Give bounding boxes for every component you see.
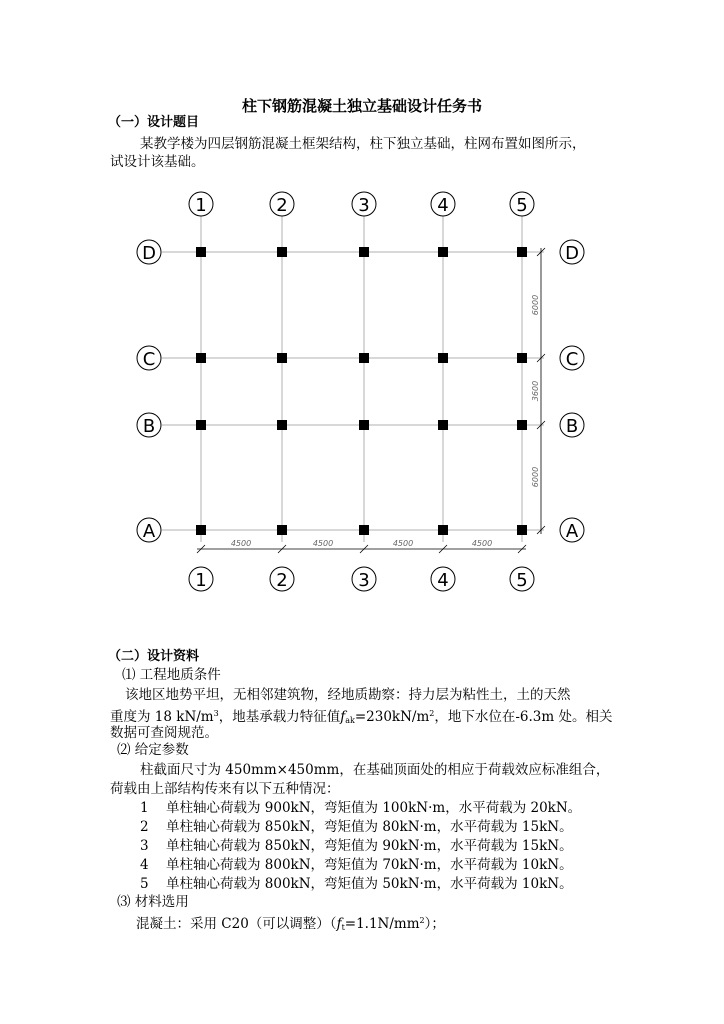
concrete-line: 混凝土：采用 C20（可以调整）$(f_t=1.1N/mm^2)$； [136, 916, 445, 932]
axis-label-bottom-5: 5 [516, 570, 528, 591]
axis-label-right-d: D [565, 243, 579, 264]
axis-label-right-b: B [565, 416, 579, 437]
axis-label-top-4: 4 [437, 195, 449, 216]
geo-line1: 该地区地势平坦，无相邻建筑物，经地质勘察：持力层为粘性土，土的天然 [125, 687, 571, 703]
load-case-1: 1 单柱轴心荷载为 900kN，弯矩值为 100kN·m，水平荷载为 20kN。 [140, 800, 582, 816]
column-d2 [277, 247, 287, 257]
column-a2 [277, 525, 287, 535]
column-grid-plan [0, 180, 724, 600]
dim-row-d-c: 6000 [531, 294, 540, 316]
axis-label-left-d: D [142, 243, 156, 264]
column-b4 [438, 420, 448, 430]
load-case-5: 5 单柱轴心荷载为 800kN，弯矩值为 50kN·m，水平荷载为 10kN。 [140, 876, 573, 892]
column-b3 [359, 420, 369, 430]
axis-label-bottom-3: 3 [358, 570, 370, 591]
axis-label-top-1: 1 [195, 195, 207, 216]
section1-text-line2: 试设计该基础。 [110, 154, 205, 170]
column-d4 [438, 247, 448, 257]
geo-heading: ⑴ 工程地质条件 [122, 667, 221, 683]
axis-label-left-c: C [142, 349, 156, 370]
column-d5 [517, 247, 527, 257]
axis-label-left-a: A [142, 521, 156, 542]
column-c5 [517, 353, 527, 363]
axis-label-right-c: C [565, 349, 579, 370]
document-title: 柱下钢筋混凝土独立基础设计任务书 [241, 97, 482, 115]
load-case-4: 4 单柱轴心荷载为 800kN，弯矩值为 70kN·m，水平荷载为 10kN。 [140, 857, 573, 873]
load-case-3: 3 单柱轴心荷载为 850kN，弯矩值为 90kN·m，水平荷载为 15kN。 [140, 838, 573, 854]
dim-col-1-2: 4500 [230, 539, 252, 548]
params-heading: ⑵ 给定参数 [117, 742, 189, 758]
section1-heading: （一）设计题目 [108, 115, 200, 130]
axis-label-bottom-2: 2 [276, 570, 288, 591]
load-case-2: 2 单柱轴心荷载为 850kN，弯矩值为 80kN·m，水平荷载为 15kN。 [140, 819, 573, 835]
axis-label-left-b: B [142, 416, 156, 437]
column-c1 [196, 353, 206, 363]
column-a5 [517, 525, 527, 535]
geo-line3: 数据可查阅规范。 [110, 725, 218, 741]
params-line1: 柱截面尺寸为 450mm×450mm，在基础顶面处的相应于荷载效应标准组合， [140, 762, 610, 778]
column-b5 [517, 420, 527, 430]
column-a4 [438, 525, 448, 535]
materials-heading: ⑶ 材料选用 [117, 894, 189, 910]
column-a1 [196, 525, 206, 535]
dim-row-c-b: 3600 [531, 380, 540, 402]
axis-label-top-2: 2 [276, 195, 288, 216]
axis-label-right-a: A [565, 521, 579, 542]
axis-label-bottom-1: 1 [195, 570, 207, 591]
dim-col-2-3: 4500 [312, 539, 334, 548]
axis-label-bottom-4: 4 [437, 570, 449, 591]
column-b1 [196, 420, 206, 430]
dim-row-b-a: 6000 [531, 466, 540, 488]
column-d1 [196, 247, 206, 257]
geo-line2: 重度为 18 $kN/m^3$，地基承载力特征值$f_{ak}=230kN/m^2$，地下水位在-6.3m 处。相关 [110, 709, 613, 725]
axis-label-top-5: 5 [516, 195, 528, 216]
params-line2: 荷载由上部结构传来有以下五种情况： [110, 781, 340, 797]
column-c4 [438, 353, 448, 363]
column-c2 [277, 353, 287, 363]
dim-col-4-5: 4500 [471, 539, 493, 548]
section1-text-line1: 某教学楼为四层钢筋混凝土框架结构，柱下独立基础，柱网布置如图所示， [140, 136, 586, 152]
column-a3 [359, 525, 369, 535]
column-d3 [359, 247, 369, 257]
section2-heading: （二）设计资料 [108, 649, 200, 664]
column-c3 [359, 353, 369, 363]
column-b2 [277, 420, 287, 430]
axis-label-top-3: 3 [358, 195, 370, 216]
dim-col-3-4: 4500 [392, 539, 414, 548]
